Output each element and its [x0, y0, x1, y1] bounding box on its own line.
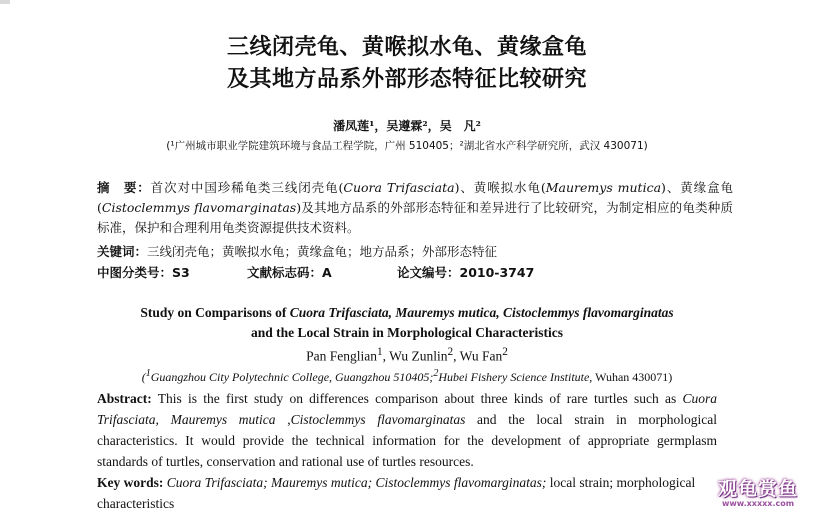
document-code: 文献标志码：A: [247, 265, 332, 280]
title-en-species: Cuora Trifasciata, Mauremys mutica, Cistoclemmys flavomarginatas: [289, 305, 674, 320]
abstract-en: [97, 388, 717, 472]
title-en-line-2: and the Local Strain in Morphological Characteristics: [251, 325, 563, 340]
affiliation-en: [0, 368, 814, 385]
abstract-cn-species-3: Cistoclemmys flavomarginatas: [101, 200, 297, 215]
authors-en: Pan Fenglian$^1$, Wu Zunlin$^2$, Wu Fan$^2$: [306, 346, 508, 364]
abstract-en-species-2: Mauremys mutica: [158, 412, 276, 427]
author-3-sup: 2: [502, 346, 508, 358]
abstract-en-species-3: Cistoclemmys flavomarginatas: [290, 412, 466, 427]
abstract-cn-text-c: )、黄缘盒龟(: [97, 180, 733, 215]
author-1: Pan Fenglian: [306, 348, 378, 364]
watermark-main-text: 观龟赏鱼: [717, 478, 798, 500]
abstract-cn: [97, 178, 733, 238]
abstract-en-species-1: Cuora Trifasciata,: [97, 391, 717, 427]
affiliation-en-part-1: Guangzhou City Polytechnic College, Guangzhou 510405;: [150, 370, 434, 384]
author-2: Wu Zunlin: [389, 348, 448, 364]
abstract-cn-text-b: )、黄喉拟水龟(: [454, 180, 546, 195]
keywords-en-species-2: Mauremys mutica;: [267, 475, 373, 490]
keywords-cn-text: 三线闭壳龟；黄喉拟水龟；黄缘盒龟；地方品系；外部形态特征: [147, 244, 498, 259]
title-cn-line-1: 三线闭壳龟、黄喉拟水龟、黄缘盒龟: [226, 35, 587, 60]
keywords-en: [97, 472, 717, 514]
abstract-en-label: Abstract:: [97, 391, 152, 406]
scan-corner-mark: [0, 0, 10, 4]
affiliation-en-city: Wuhan 430071): [592, 370, 673, 384]
title-en-prefix: Study on Comparisons of: [140, 305, 290, 320]
keywords-en-label: Key words:: [97, 475, 164, 490]
abstract-en-text-a: This is the first study on differences comparison about three kinds of rare turtles such as: [151, 391, 683, 406]
abstract-cn-species-1: Cuora Trifasciata: [343, 180, 455, 195]
keywords-cn-label: 关键词：: [97, 244, 148, 259]
affiliation-en-open: (: [141, 370, 146, 384]
keywords-en-text: local strain; morphological characteristics: [97, 475, 696, 511]
abstract-en-text-c: and the local strain in morphological characteristics. It would provide the technical information for the development of appropriate germplasm standards of turtles, conservation and rational use of turtles resources.: [97, 412, 718, 469]
author-1-sup: 1: [377, 346, 383, 358]
affiliation-en-part-2: Hubei Fishery Science Institute,: [438, 370, 593, 384]
affiliation-en-sup-2: 2: [433, 368, 439, 379]
clc-number: 中图分类号：S3: [97, 265, 190, 280]
author-3: Wu Fan: [459, 348, 503, 364]
abstract-cn-text-a: 首次对中国珍稀龟类三线闭壳龟(: [150, 180, 344, 195]
affiliation-cn: (¹广州城市职业学院建筑环境与食品工程学院，广州 510405；²湖北省水产科学研究所，武汉 430071): [166, 140, 648, 152]
keywords-en-species-3: Cistoclemmys flavomarginatas;: [372, 475, 547, 490]
affiliation-en-sup-1: 1: [145, 368, 151, 379]
abstract-cn-label: 摘 要：: [97, 180, 151, 195]
keywords-cn: [97, 242, 733, 260]
authors-cn: 潘凤莲¹，吴遵霖²，吴 凡²: [333, 119, 481, 133]
abstract-cn-text-d: )及其地方品系的外部形态特征和差异进行了比较研究，为制定相应的龟类种质标准，保护和合理利用龟类资源提供技术资料。: [97, 200, 733, 235]
title-cn-line-2: 及其地方品系外部形态特征比较研究: [226, 67, 587, 92]
watermark-url-text: www.xxxxx.com: [721, 499, 795, 508]
site-watermark-logo: [708, 474, 808, 510]
keywords-en-species-1: Cuora Trifasciata;: [163, 475, 268, 490]
title-en-line-1: [0, 305, 814, 321]
article-number: 论文编号：2010-3747: [397, 265, 535, 280]
author-2-sup: 2: [447, 346, 454, 358]
abstract-en-text-b: ,: [275, 412, 291, 427]
abstract-cn-species-2: Mauremys mutica: [545, 180, 662, 195]
